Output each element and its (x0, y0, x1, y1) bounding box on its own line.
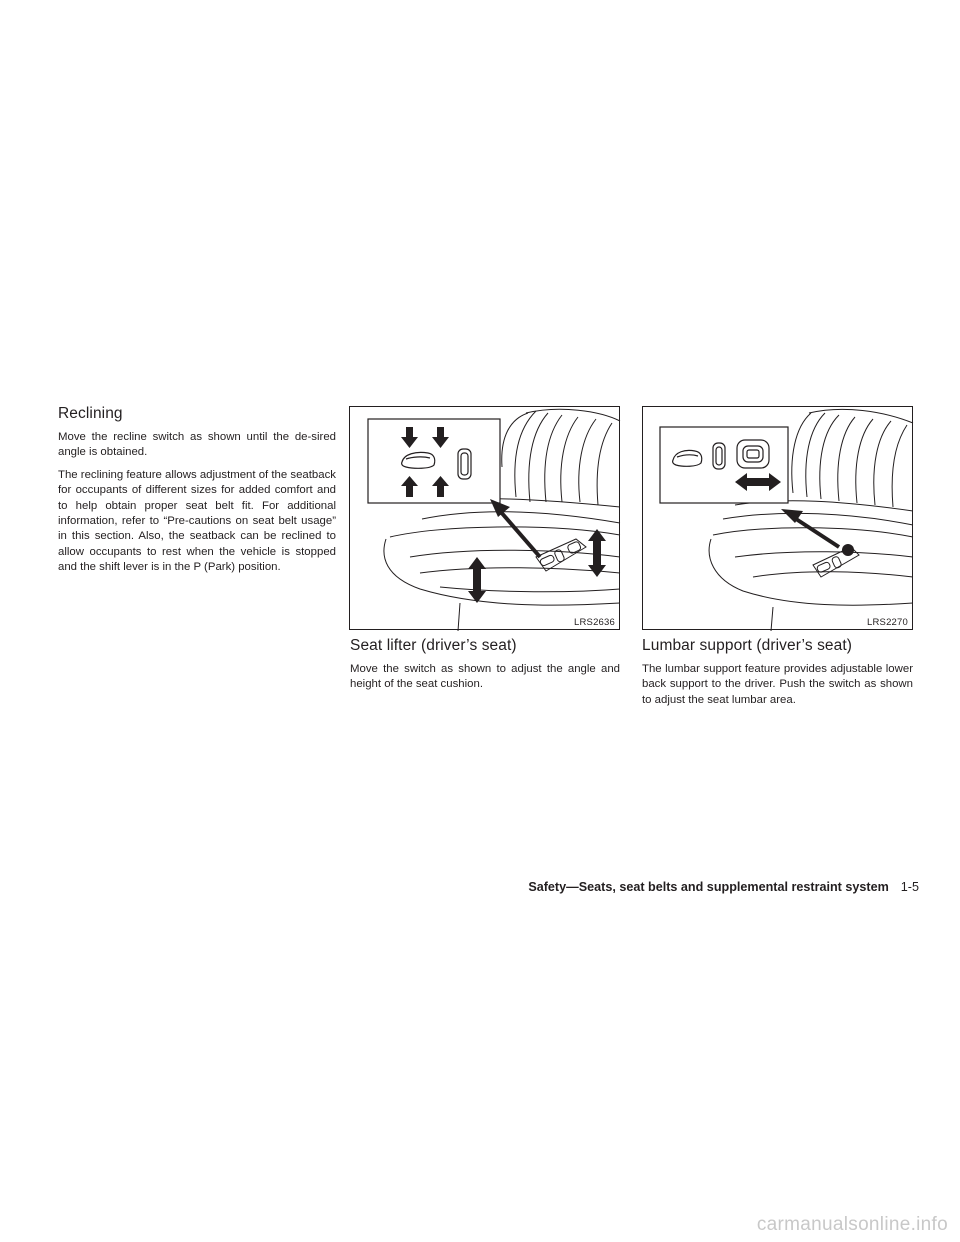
seat-lifter-figure-code: LRS2636 (573, 617, 615, 628)
reclining-paragraph-1: Move the recline switch as shown until the de-sired angle is obtained. (58, 431, 336, 459)
seat-lifter-paragraph: Move the switch as shown to adjust the angle and height of the seat cushion. (350, 663, 620, 691)
seat-lifter-section (350, 637, 620, 700)
footer-section-title: Safety—Seats, seat belts and supplemental restraint system (528, 880, 889, 894)
lumbar-illustration (643, 407, 914, 631)
lumbar-heading: Lumbar support (driver’s seat) (642, 637, 853, 654)
lumbar-section (642, 637, 913, 715)
lumbar-figure-code: LRS2270 (866, 617, 908, 628)
seat-lifter-heading: Seat lifter (driver’s seat) (350, 637, 517, 654)
page-number: 1-5 (900, 880, 919, 894)
lumbar-paragraph: The lumbar support feature provides adjustable lower back support to the driver. Push the switch as shown to adjust the seat lumbar area. (642, 663, 913, 706)
reclining-section (58, 405, 336, 583)
seat-lifter-figure (349, 406, 620, 630)
seat-lifter-illustration (350, 407, 621, 631)
lumbar-figure (642, 406, 913, 630)
reclining-paragraph-2: The reclining feature allows adjustment of the seatback for occupants of different sizes for added comfort and to help obtain proper seat belt fit. For additional information, refer to “Pre-cautions on seat belt usage” in this section. Also, the seatback can be reclined to allow occupants to rest when the vehicle is stopped and the shift lever is in the P (Park) position. (58, 468, 336, 574)
watermark: carmanualsonline.info (756, 1214, 948, 1235)
page-footer (528, 880, 919, 894)
reclining-heading: Reclining (58, 405, 123, 422)
